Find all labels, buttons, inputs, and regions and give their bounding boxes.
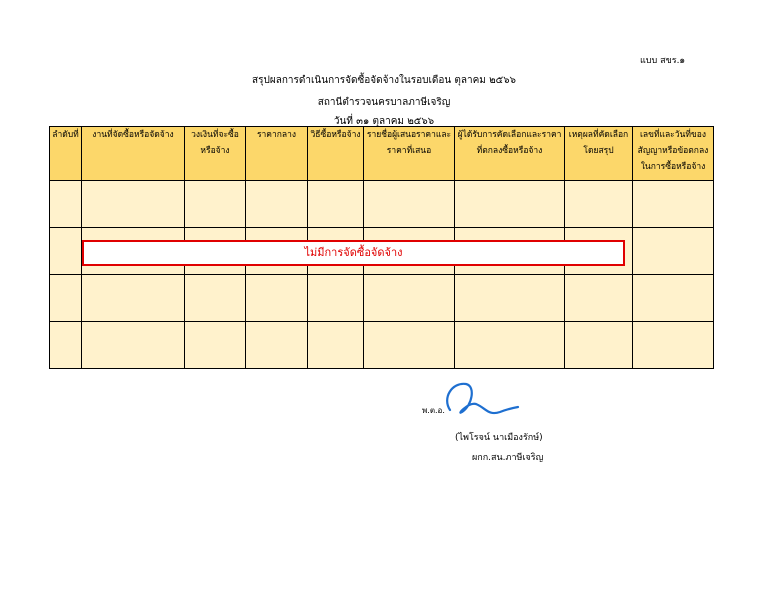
col-header-contract: เลขที่และวันที่ของสัญญาหรือข้อตกลงในการซื้อหรือจ้าง bbox=[633, 127, 714, 181]
signer-name: (ไพโรจน์ นาเมืองรักษ์) bbox=[455, 433, 543, 443]
organization-name: สถานีตำรวจนครบาลภาษีเจริญ bbox=[317, 97, 451, 108]
col-header-work-item: งานที่จัดซื้อหรือจัดจ้าง bbox=[82, 127, 185, 181]
report-date: วันที่ ๓๑ ตุลาคม ๒๕๖๖ bbox=[333, 116, 435, 127]
col-header-selected: ผู้ได้รับการคัดเลือกและราคาที่ตกลงซื้อหรือจ้าง bbox=[455, 127, 565, 181]
signature-scribble bbox=[442, 378, 522, 420]
col-header-reason: เหตุผลที่คัดเลือกโดยสรุป bbox=[565, 127, 633, 181]
col-header-method: วิธีซื้อหรือจ้าง bbox=[308, 127, 364, 181]
col-header-sequence: ลำดับที่ bbox=[50, 127, 82, 181]
col-header-median-price: ราคากลาง bbox=[246, 127, 308, 181]
form-code: แบบ สขร.๑ bbox=[640, 56, 686, 66]
signer-position: ผกก.สน.ภาษีเจริญ bbox=[472, 453, 544, 463]
report-title: สรุปผลการดำเนินการจัดซื้อจัดจ้างในรอบเดือน ตุลาคม ๒๕๖๖ bbox=[252, 75, 516, 86]
col-header-budget: วงเงินที่จะซื้อหรือจ้าง bbox=[185, 127, 246, 181]
signer-rank: พ.ต.อ. bbox=[422, 406, 445, 415]
no-procurement-banner: ไม่มีการจัดซื้อจัดจ้าง bbox=[82, 240, 625, 266]
table-row bbox=[50, 322, 714, 369]
table-row bbox=[50, 181, 714, 228]
col-header-bidders: รายชื่อผู้เสนอราคาและราคาที่เสนอ bbox=[364, 127, 455, 181]
table-row bbox=[50, 275, 714, 322]
table-header-row bbox=[50, 127, 714, 181]
